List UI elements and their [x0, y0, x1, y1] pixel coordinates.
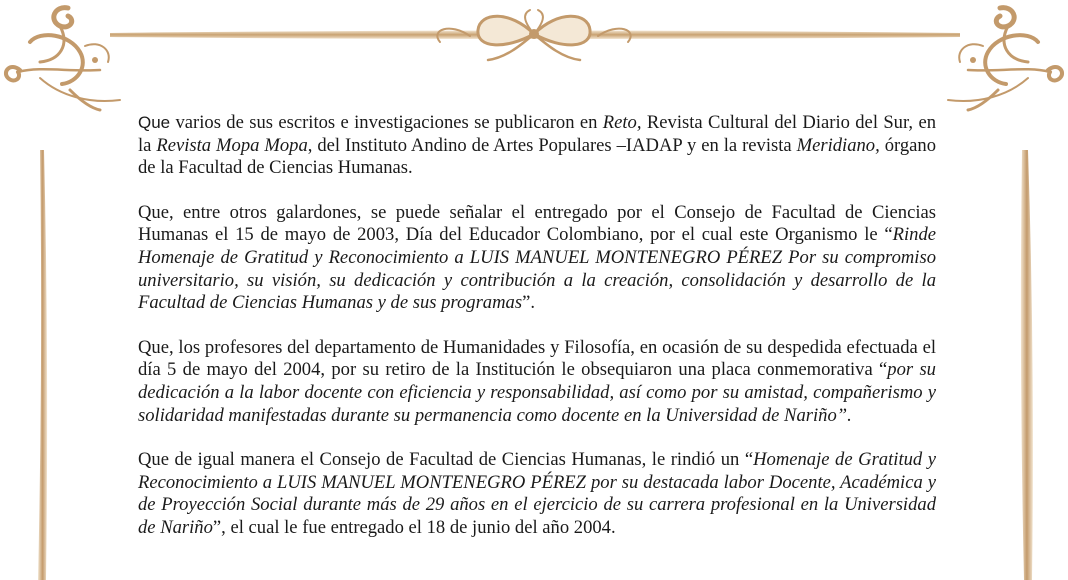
- paragraph-lead: Que: [138, 113, 171, 132]
- text-run: Que de igual manera el Consejo de Facultad de Ciencias Humanas, le rindió un “: [138, 449, 754, 471]
- corner-flourish-right-icon: [948, 8, 1062, 110]
- text-run: ”.: [522, 292, 535, 314]
- paragraph-award-2003: [138, 202, 936, 315]
- paragraph-farewell-plaque: [138, 337, 936, 427]
- italic-title-reto: Reto,: [602, 112, 642, 133]
- text-run: Que, los profesores del departamento de Humanidades y Filosofía, en ocasión de su despedida efectuada el día 5 de mayo del 2004, por su retiro de la Institución le obsequiaron una placa conmemorativa “: [138, 336, 936, 381]
- italic-title-mopa: Revista Mopa Mopa: [156, 134, 308, 156]
- italic-title-meridiano: Meridiano,: [796, 134, 880, 156]
- right-border-line: [1021, 150, 1033, 580]
- text-run: varios de sus escritos e investigaciones se publicaron en: [170, 112, 603, 133]
- paragraph-publications: [138, 112, 936, 180]
- top-center-bow-icon: [437, 10, 630, 60]
- corner-flourish-left-icon: [6, 8, 120, 110]
- text-run: Revista Cultural del Diario del Sur, en la: [138, 112, 936, 156]
- text-run: , del Instituto Andino de Artes Populares –IADAP y en la revista: [307, 134, 797, 156]
- paragraph-tribute-2004: [138, 449, 936, 539]
- text-run: ”, el cual le fue entregado el 18 de junio del año 2004.: [212, 516, 616, 538]
- italic-quote: por su dedicación a la labor docente con eficiencia y responsabilidad, así como por su amistad, compañerismo y solidaridad manifestadas durante su permanencia como docente en la Universidad de Nariño”.: [138, 359, 936, 426]
- top-border-line: [110, 31, 960, 40]
- text-run: órgano de la Facultad de Ciencias Humanas.: [138, 134, 936, 179]
- text-run: Que, entre otros galardones, se puede señalar el entregado por el Consejo de Facultad de Ciencias Humanas el 15 de mayo de 2003, Día del Educador Colombiano, por el cual este Organismo le “: [138, 201, 936, 246]
- document-body: [138, 112, 936, 562]
- italic-quote: Homenaje de Gratitud y Reconocimiento a LUIS MANUEL MONTENEGRO PÉREZ por su destacada labor Docente, Académica y de Proyección Social durante más de 29 años en el ejercicio de su carrera profesional en la Universidad de Nariño: [138, 449, 936, 538]
- italic-quote: Rinde Homenaje de Gratitud y Reconocimiento a LUIS MANUEL MONTENEGRO PÉREZ Por su compromiso universitario, su visión, su dedicación y contribución a la creación, consolidación y desarrollo de la Facultad de Ciencias Humanas y de sus programas: [138, 224, 936, 314]
- left-border-line: [38, 150, 47, 580]
